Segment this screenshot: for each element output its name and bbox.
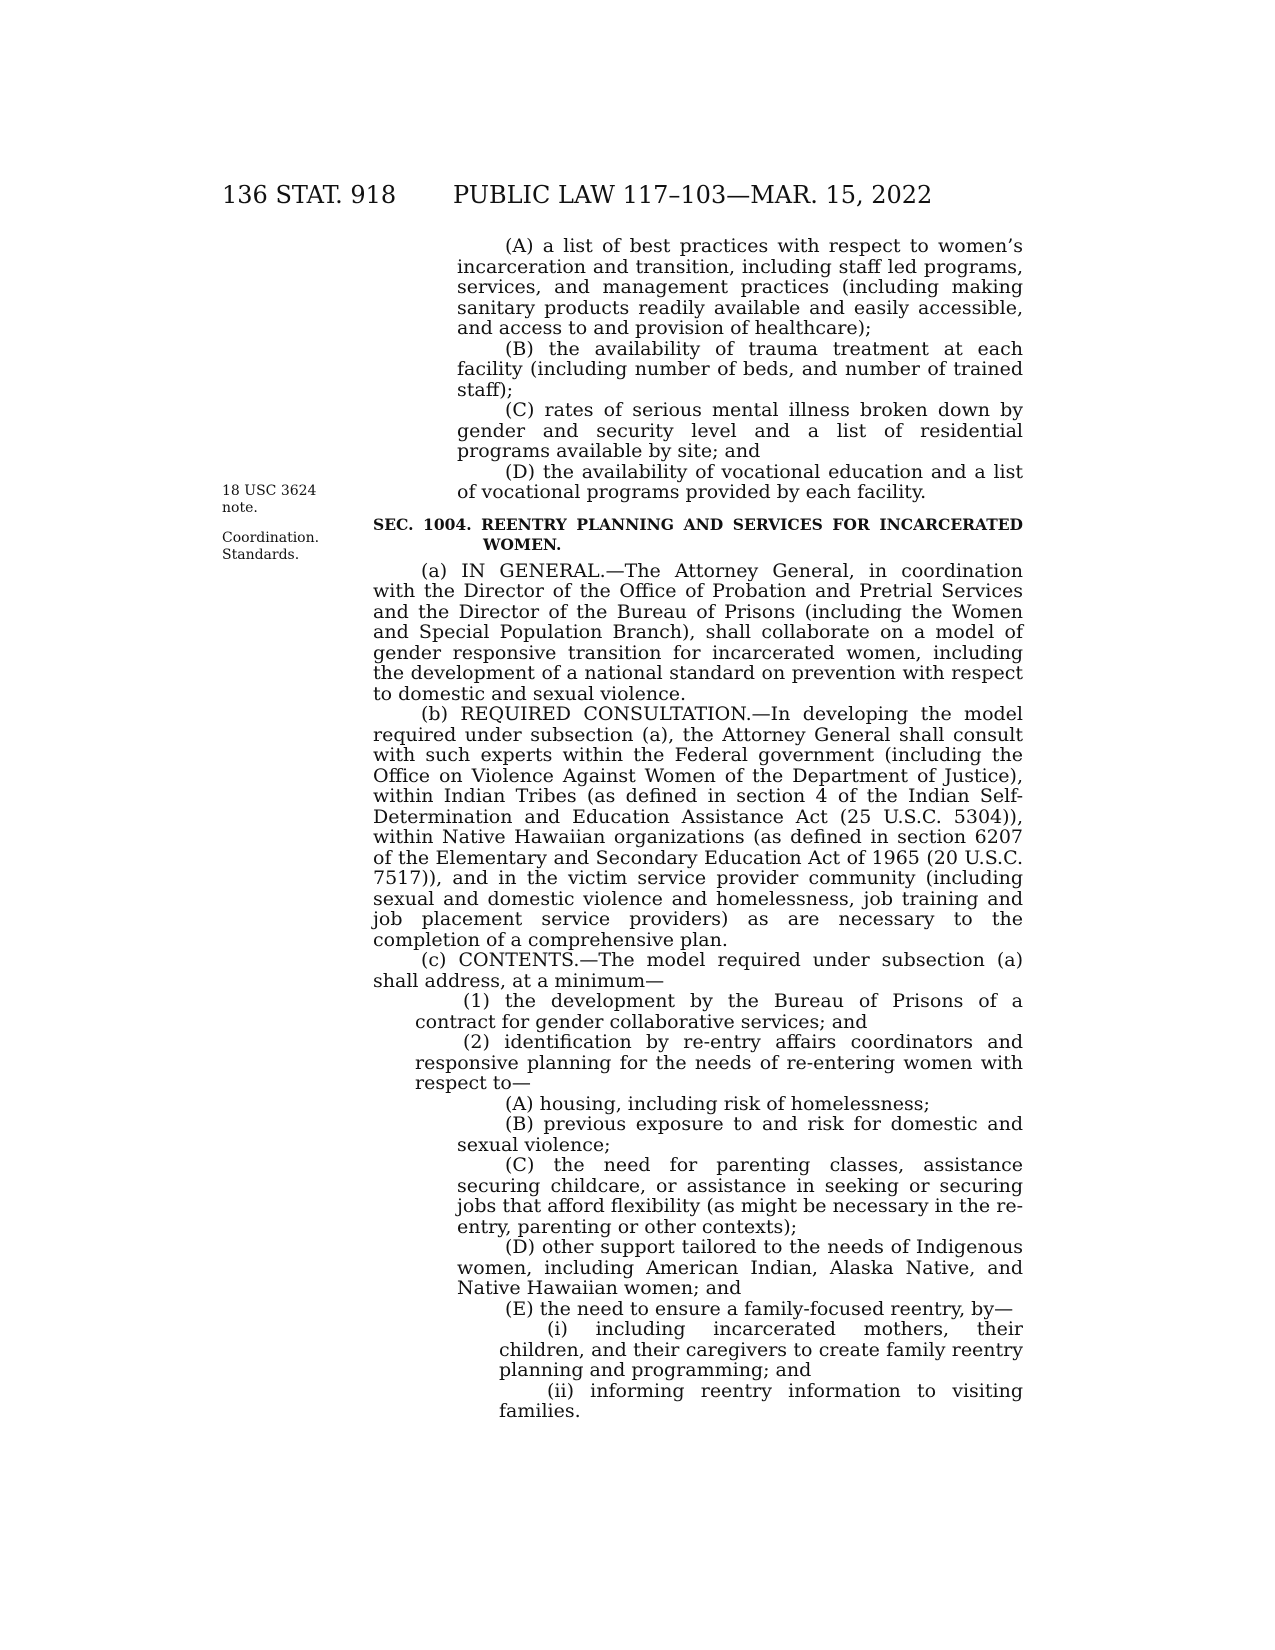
page-reference: 136 STAT. 918 — [222, 181, 397, 209]
subparagraph-c2C: (C) the need for parenting classes, assistance securing childcare, or assistance in seeking or securing jobs that afford flexibility (as might be necessary in the re-entry, parenting or other contexts); — [457, 1154, 1023, 1238]
clause-c2Eii: (ii) informing reentry information to visiting families. — [499, 1379, 1023, 1422]
margin-note-topics: Coordination. Standards. — [222, 530, 320, 563]
clause-c2Ei: (i) including incarcerated mothers, their children, and their caregivers to create family reentry planning and programming; and — [499, 1318, 1023, 1381]
subparagraph-c2E: (E) the need to ensure a family-focused reentry, by— — [505, 1297, 1014, 1320]
item-C-mental-illness: (C) rates of serious mental illness broken down by gender and security level and a list of residential programs available by site; and — [457, 399, 1023, 462]
paragraph-c1: (1) the development by the Bureau of Prisons of a contract for gender collaborative services; and — [415, 990, 1023, 1033]
subsection-a-in-general: (a) IN GENERAL.—The Attorney General, in coordination with the Director of the Office of Probation and Pretrial Services and the Director of the Bureau of Prisons (including the Women and Special Population Branch), shall collaborate on a model of gender responsive transition for incarcerated women, including the development of a national standard on prevention with respect to domestic and sexual violence. — [373, 559, 1023, 705]
item-B-trauma-treatment: (B) the availability of trauma treatment at each facility (including number of beds, and number of trained staff); — [457, 337, 1023, 401]
subparagraph-c2A: (A) housing, including risk of homelessness; — [505, 1092, 930, 1115]
subsection-b-required-consultation: (b) REQUIRED CONSULTATION.—In developing the model required under subsection (a), the Attorney General shall consult with such experts within the Federal government (including the Office on Violence Against Women of the Department of Justice), within Indian Tribes (as defined in section 4 of the Indian Self-Determination and Education Assistance Act (25 U.S.C. 5304)), within Native Hawaiian organizations (as defined in section 6207 of the Elementary and Secondary Education Act of 1965 (20 U.S.C. 7517)), and in the victim service provider community (including sexual and domestic violence and homelessness, job training and job placement service providers) as are necessary to the completion of a comprehensive plan. — [373, 703, 1023, 951]
section-heading: SEC. 1004. REENTRY PLANNING AND SERVICES FOR INCARCERATED WOMEN. — [373, 514, 1023, 554]
item-D-vocational-education: (D) the availability of vocational education and a list of vocational programs provided by each facility. — [457, 460, 1023, 503]
paragraph-c2: (2) identification by re-entry affairs coordinators and responsive planning for the needs of re-entering women with respect to— — [415, 1031, 1023, 1094]
document-body — [373, 236, 1023, 1422]
running-header-title: PUBLIC LAW 117–103—MAR. 15, 2022 — [453, 181, 933, 209]
subparagraph-c2B: (B) previous exposure to and risk for domestic and sexual violence; — [457, 1113, 1023, 1156]
margin-note-citation: 18 USC 3624 note. — [222, 483, 317, 516]
subsection-c-contents: (c) CONTENTS.—The model required under subsection (a) shall address, at a minimum— — [373, 949, 1023, 992]
subparagraph-c2D: (D) other support tailored to the needs of Indigenous women, including American Indian, Alaska Native, and Native Hawaiian women; and — [457, 1236, 1023, 1299]
item-A-best-practices: (A) a list of best practices with respect to women’s incarceration and transition, including staff led programs, services, and management practices (including making sanitary products readily available and easily accessible, and access to and provision of healthcare); — [457, 235, 1023, 339]
